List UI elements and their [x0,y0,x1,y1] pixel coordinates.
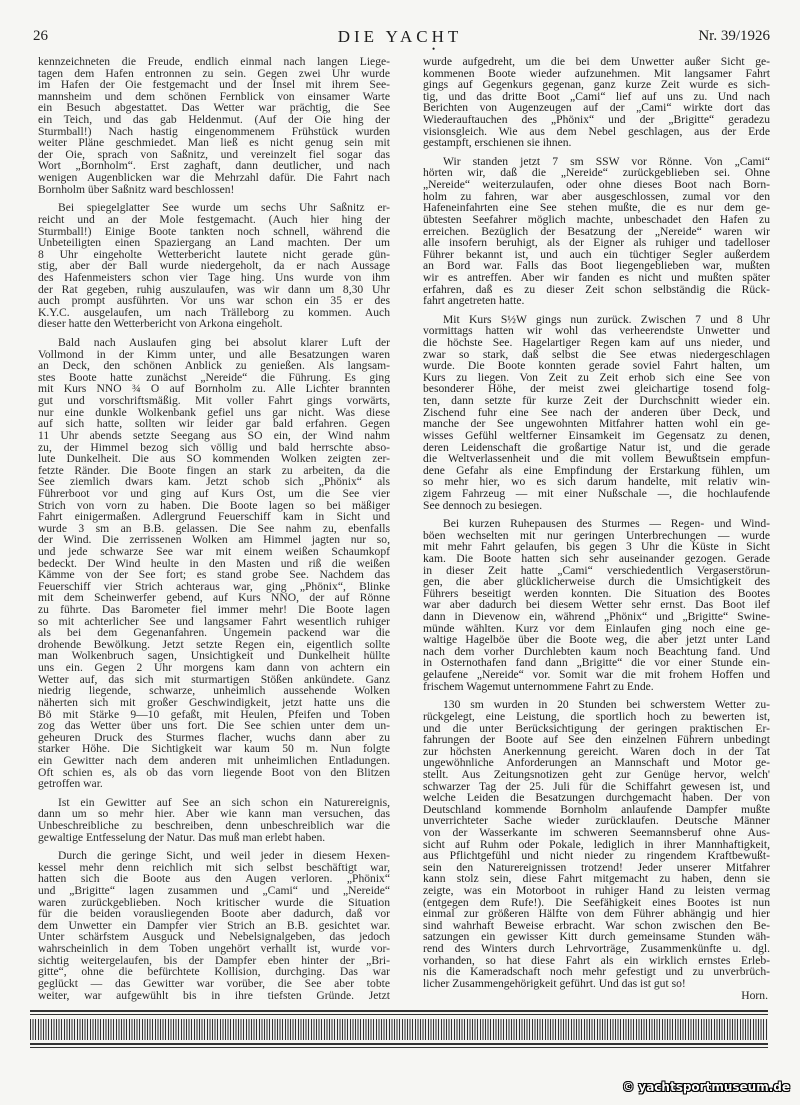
masthead-title: DIE YACHT [337,27,463,46]
text-line: an Deck, den schönen Anblick zu genießen. Als langsam- [38,359,390,373]
text-line: Ist ein Gewitter auf See an sich schon ein Naturereignis, [58,795,390,809]
decorative-rule-bottom [30,1043,768,1048]
page-number: 26 [33,28,48,44]
text-line: Unbeschreibliche zu beschreiben, denn unbeschreiblich war die [38,819,390,832]
text-line: zwar so stark, daß selbst die See etwas niedergeschlagen [423,347,770,361]
text-line: und „Brigitte“ lagen zusammen und „Cami“ und „Nereide“ [38,884,390,898]
text-line: Mit Kurs S½W gings nun zurück. Zwischen 7 und 8 Uhr [443,312,770,326]
text-line: hörten wir, daß die „Nereide“ zurückgeblieben sei. Ohne [423,166,770,180]
text-line: stes Boote hatte zunächst „Nereide“ die Führung. Es ging [38,370,390,384]
paragraph [38,56,390,195]
text-line: fahrt angetreten hatte. [423,294,525,308]
text-line: uns ein. Gegen 2 Uhr morgens kam dann von achtern ein [38,661,390,675]
text-line: zu, der Himmel bezog sich völlig und bald herrschte abso- [38,440,390,454]
text-line: weiter Pläne geschmiedet. Man ließ es nicht genug sein mit [38,136,390,150]
text-line: mannsheim und dem schönen Fernblick von einsamer Warte [38,89,390,103]
text-line: nach dem vorher Durchlebten kaum noch Beachtung fand. Und [423,644,770,658]
text-line: sind wahrhaft Beweise erbracht. War schon zwischen den Be- [423,918,770,932]
paragraph [38,337,390,790]
text-line: gings auf Gegenkurs gegenan, ganz kurze Zeit wurde es sich- [423,78,770,92]
text-line: wahrscheinlich in dem Toben ungehört verhallt ist, wurde vor- [38,942,390,956]
text-line: sicht auf Ruhm oder Pokale, lediglich in ihrer Mannhaftigkeit, [423,837,770,851]
text-line: nur eine dunkle Wolkenbank gefiel uns gar nicht. Was diese [38,405,390,419]
text-line: Wetter auf, das sich mit sturmartigen Stößen ankündete. Ganz [38,672,390,686]
text-line: man Wolkenbruch sagen, Unsichtigkeit und Dunkelheit hüllte [38,649,390,663]
text-line: gestampft, erschienen sie ihnen. [423,136,572,150]
text-line: geglückt — das Gewitter war vorüber, die See aber tobte [38,976,390,990]
text-line: geheuren Druck des Sturmes flacher, wuchs dann aber zu [38,730,390,744]
text-line: ten, dann setzte für kurze Zeit der Durchschnitt wieder ein. [423,394,770,408]
text-line: Sturmball!) Einige Boote tankten noch schnell, während die [38,224,390,238]
text-line: Führer bekannt ist, und auch ein tüchtiger Segler außerdem [423,247,770,261]
text-line: übtesten Seefahrer möglich machte, unbeschadet den Hafen zu [423,212,770,226]
text-line: zog das Wetter über uns fort. Die See schien unter dem un- [38,719,390,733]
text-line: sein den Naturereignissen trotzend! Jeder unserer Mitfahrer [423,860,770,874]
text-line: fetzte Ränder. Die Boote fingen an stark zu arbeiten, da die [38,463,390,477]
text-line: Zischend fuhr eine See nach der anderen über Deck, und [423,405,770,419]
text-line: des Hafenmeisters schon vier Tage hing. Uns wurde von ihm [38,270,390,284]
text-line: mit Kurs NNO ¾ O auf Bornholm zu. Alle Lichter brannten [38,382,390,396]
text-line: See ziemlich dwars kam. Jetzt schob sich „Phönix“ als [38,475,390,489]
text-line: von der Wasserkante im schweren Seemannsberuf ohne Aus- [423,826,770,839]
paragraph [423,56,770,149]
text-line: welche Leiden die Besatzungen durchgemacht haben. Der von [423,791,770,805]
text-line: gut und vorschriftsmäßig. Mit voller Fahrt gings vorwärts, [38,394,390,408]
text-line: auch prompt ausführten. Vor uns war schon ein 35 er des [38,294,390,308]
text-line: ein Gewitter nach dem anderen mit unheimlichen Entladungen. [38,753,390,767]
text-line: böen wechselten mit nur geringen Unterbrechungen — wurde [423,528,770,542]
text-line: Kämme von der See fort; es stand grobe See. Nachdem das [38,568,390,582]
text-line: tig, und das dritte Boot „Cami“ lief auf uns zu. Und nach [423,89,770,103]
text-line: einmal zur größeren Hälfte von dem Führer abhängig und hier [423,907,770,921]
text-line: zu führte. Das Barometer fiel immer mehr! Die Boote lagen [38,603,390,617]
text-line: holm zu fahren, war aber ausgeschlossen, zumal vor den [423,189,770,203]
text-line: Wir standen jetzt 7 sm SSW vor Rönne. Von „Cami“ [443,154,770,168]
text-line: wurde aufgedreht, um die bei dem Unwetter außer Sicht ge- [423,55,770,68]
text-line: in dieser Zeit hatte „Cami“ verschiedentlich Vergaserstörun- [423,563,770,577]
text-line: wurde. Die Boote konnten gerade soviel Fahrt halten, um [423,359,770,373]
text-line: rückgelegt, eine Leistung, die sportlich hoch zu bewerten ist, [423,709,770,723]
text-line: „Nereide“ weiterzulaufen, oder ohne dieses Boot nach Born- [423,178,770,192]
text-line: Bald nach Auslaufen ging bei absolut klarer Luft der [58,336,390,350]
text-line: Vollmond in der Kimm unter, und alle Besatzungen waren [38,347,390,361]
text-line: Strich von vorn zu haben. Die Boote lagen so bei mäßiger [38,498,390,512]
text-line: visionsgleich. Wie aus dem Nebel geschlagen, aus der Erde [423,124,770,138]
text-line: der Wind. Die zerrissenen Wolken am Himmel jagten nur so, [38,533,390,547]
text-line: reicht und an der Mole festgemacht. (Auch hier hing der [38,212,390,226]
text-line: im Hafen der Oie festgemacht und der Insel mit ihrem See- [38,78,390,92]
text-line: mit mehr Fahrt gelaufen, bis gegen 3 Uhr die Küste in Sicht [423,540,770,554]
text-line: dene Gefahr als eine Empfindung der Erstarkung fühlen, um [423,463,770,477]
text-line: rend des Winters durch Lehrvorträge, Zusammenkünfte u. dgl. [423,942,770,956]
paragraph [423,699,770,989]
text-line: 8 Uhr eingeholte Wetterbericht lautete nicht gerade gün- [38,247,390,261]
text-line: niedrig liegende, schwarze, unheimlich aussehende Wolken [38,684,390,698]
text-line: Bei spiegelglatter See wurde um sechs Uhr Saßnitz er- [58,201,390,215]
text-line: schwarzer Tag der 25. Juli für die Schiffahrt gewesen ist, und [423,779,770,793]
text-line: Oft schien es, als ob das vorn liegende Boot von den Blitzen [38,765,390,779]
text-line: kam. Die Boote hatten sich sehr auseinander gezogen. Gerade [423,551,770,565]
text-line: ungewöhnliche Anforderungen an Mannschaft und Motor ge- [423,756,770,770]
text-line: Wort „Bornholm“. Erst zaghaft, dann deutlicher, und nach [38,159,390,173]
text-line: zeigte, was ein Motorboot in ruhiger Hand zu leisten vermag [423,884,770,898]
text-line: Kurs zu liegen. Von Zeit zu Zeit erhob sich eine See von [423,370,770,384]
text-line: Unter schärfstem Ausguck und Nebelsignalgeben, das jedoch [38,930,390,944]
text-line: und die unter Berücksichtigung der geringen praktischen Er- [423,721,770,735]
text-line: getroffen war. [38,777,103,791]
text-line: unverrichteter Sache wieder zurücklaufen. Deutsche Männer [423,814,770,828]
text-line: See dennoch zu besiegen. [423,498,543,512]
text-line: dieser hatte den Wetterbericht von Arkona eingeholt. [38,317,283,331]
text-line: satzungen ein gewisser Kitt durch gemeinsame Stunden wäh- [423,930,770,944]
text-line: vorhanden, so hat diese Fahrt als ein wirklich ernstes Erleb- [423,953,770,967]
text-line: licher Zusammengehörigkeit geführt. Und das ist gut so! [423,976,686,990]
text-line: Bornholm über Saßnitz ward beschlossen! [38,182,235,196]
text-line: gen, die aber glücklicherweise durch die Umsichtigkeit des [423,575,770,589]
text-line: K.Y.C. ausgelaufen, um nach Trälleborg zu kommen. Auch [38,305,390,319]
text-line: als bei dem Gegenanfahren. Ungemein packend war die [38,626,390,640]
text-line: bedeckt. Der Wind heulte in den Masten und riß die weißen [38,556,390,570]
text-line: (entgegen dem Rufe!). Die Seefähigkeit eines Bootes ist nun [423,895,770,909]
text-line: so mit achterlicher See und langsamer Fahrt wesentlich ruhiger [38,614,390,628]
text-line: waren zurückgeblieben. Noch kritischer wurde die Situation [38,895,390,909]
text-line: münde wählten. Kurz vor dem Einlaufen ging noch eine ge- [423,621,770,635]
text-line: Führerboot vor und ging auf Kurs Ost, um die See vier [38,486,390,500]
text-line: Fahrt einigermaßen. Adlergrund Feuerschiff kam in Sicht und [38,510,390,524]
text-line: kennzeichneten die Freude, endlich einmal nach langen Liege- [38,55,390,68]
text-line: dann um so mehr hier. Aber wie kann man versuchen, das [38,807,390,821]
text-line: der Oie, sprach von Saßnitz, und vereinzelt fiel sogar das [38,147,390,161]
text-line: nis die Kameradschaft noch mehr gefestigt und zu unverbrüch- [423,965,770,979]
text-line: wenigen Augenblicken war die Mehrzahl dafür. Die Fahrt nach [38,171,390,185]
text-line: erreichen. Bezüglich der Besatzung der „Nereide“ waren wir [423,224,770,238]
text-line: auf sich hatte, sollten wir leider gar bald erfahren. Gegen [38,417,390,431]
text-line: Hafeneinfahrten eine See stehen mußte, die es nur dem ge- [423,201,770,215]
text-line: wir es antreffen. Aber wir fanden es nicht und mußten später [423,270,770,284]
paragraph [38,202,390,330]
text-line: Feuerschiff vier Strich achteraus war, ging „Phönix“, Blinke [38,579,390,593]
text-line: 130 sm wurden in 20 Stunden bei schwerstem Wetter zu- [443,698,770,712]
text-line: sichtig weitergelaufen, bis der Dampfer eben hinter der „Bri- [38,953,390,967]
issue-number: Nr. 39/1926 [698,28,770,44]
text-line: ein Teich, und das gab Heldenmut. (Auf der Oie hing der [38,113,390,127]
text-line: Unbeteiligten einen Spaziergang an Land machten. Der um [38,236,390,250]
text-line: manche der See ungewohnten Mitfahrer hatten wohl ein ge- [423,417,770,431]
paragraph [38,850,390,1001]
text-line: mit dem Scheinwerfer gebend, auf Kurs NNO, der auf Rönne [38,591,390,605]
text-line: aus Pflichtgefühl und nicht nieder zu ringendem Kraftbewußt- [423,849,770,863]
text-line: hatten sich die Boote aus den Augen verloren. „Phönix“ [38,872,390,886]
author-signature: Horn. [741,988,768,1002]
text-line: gewaltige Entfesselung der Natur. Das muß man erlebt haben. [38,830,326,844]
text-line: Bö mit Stärke 9—10 gefaßt, mit Heulen, Pfeifen und Toben [38,707,390,721]
text-line: so mehr hier, wo es sich darum handelte, mit relativ win- [423,475,770,489]
watermark: © yachtsportmuseum.de [622,1080,790,1094]
text-line: und jede schwarze See war mit einem weißen Schaumkopf [38,544,390,558]
paragraph [423,156,770,307]
text-line: Bei kurzen Ruhepausen des Sturmes — Regen- und Wind- [443,517,770,531]
text-column-right [423,56,770,1001]
text-line: starker Höhe. Die Sichtigkeit war kaum 50 m. Nun folgte [38,742,390,756]
text-line: lute Dunkelheit. Die aus SO kommenden Wolken zeigten zer- [38,452,390,466]
text-line: kann stolz sein, diese Fahrt mitgemacht zu haben, denn sie [423,872,770,886]
text-column-left [38,56,390,1008]
text-line: weiter, war aufgewühlt bis in ihre tiefsten Gründe. Jetzt [38,988,390,1002]
ornament-dot: • [432,44,436,54]
text-line: dann in Dievenow ein, während „Phönix“ und „Brigitte“ Swine- [423,610,770,624]
text-line: die Weltverlassenheit und die mit vollem Bewußtsein empfun- [423,452,770,466]
text-line: in Osternothafen fand dann „Brigitte“ die vor einer Stunde ein- [423,656,770,670]
text-line: deren Leidenschaft die großartige Natur ist, und die gerade [423,440,770,454]
text-line: dem Unwetter ein Dampfer vier Strich an B.B. gesichtet war. [38,918,390,932]
paragraph [38,797,390,843]
text-line: der Rat gegeben, ruhig auszulaufen, was wir dann um 8,30 Uhr [38,282,390,296]
decorative-striped-band [30,1019,768,1040]
text-line: tagen dem Hafen entronnen zu sein. Gegen zwei Uhr wurde [38,66,390,80]
text-line: zur höchsten Anerkennung gereicht. Waren doch in der Tat [423,744,770,758]
text-line: erfahren, daß es zu dieser Zeit schon selbständig die Rück- [423,282,770,296]
decorative-rule-top [30,1010,768,1015]
text-line: vormittags hatten wir wohl das verheerendste Unwetter und [423,324,770,338]
text-line: Sturmball!) Nach hastig eingenommenem Frühstück wurden [38,124,390,138]
text-line: für die beiden vorausliegenden Boote aber dadurch, daß vor [38,907,390,921]
text-line: kommenen Boote wieder aufzunehmen. Mit langsamer Fahrt [423,66,770,80]
text-line: an Bord war. Falls das Boot liegengeblieben war, mußten [423,259,770,273]
text-line: Berichten von Augenzeugen auf der „Cami“ wirkte dort das [423,101,770,115]
text-line: besonderer Höhe, der meist zwei gleichartige tosend folg- [423,382,770,396]
text-line: stellt. Aus Zeitungsnotizen geht zur Genüge hervor, welch' [423,767,770,781]
text-line: wurde 3 sm an B.B. gelassen. Die See nahm zu, ebenfalls [38,521,390,535]
text-line: kessel mehr denn reichlich mit sich selbst beschäftigt war, [38,860,390,874]
text-line: 11 Uhr abends setzte Seegang aus SO ein, der Wind nahm [38,428,390,442]
text-line: Deutschland kommende Bornholm anlaufende Dampfer mußte [423,802,770,816]
text-line: frischem Wagemut unternommene Fahrt zu Ende. [423,679,654,693]
text-line: Durch die geringe Sicht, und weil jeder in diesem Hexen- [58,849,390,863]
text-line: gelaufene „Nereide“ vor. Somit war die mit frohem Hoffen und [423,668,770,682]
text-line: waltige Hagelböe über die Boote weg, die aber jetzt unter Land [423,633,770,647]
text-line: fahrungen der Boote auf See den einzelnen Führern unbedingt [423,733,770,747]
text-line: gitte“, ohne die befürchtete Kollision, durchging. Das war [38,965,390,979]
text-line: näherten sich mit großer Geschwindigkeit, jetzt hatte uns die [38,695,390,709]
paragraph [423,314,770,511]
text-line: alle insofern beruhigt, als der Eigner als ruhiger und tadelloser [423,236,770,250]
text-line: Führers beseitigt werden konnten. Die Situation des Bootes [423,586,770,600]
text-line: drohende Bewölkung. Jetzt setzte Regen ein, eigentlich sollte [38,637,390,651]
text-line: ein Besuch abgestattet. Das Wetter war prächtig, die See [38,101,390,115]
paragraph [423,518,770,692]
text-line: Wiederauftauchen des „Phönix“ und der „Brigitte“ geradezu [423,113,770,127]
text-line: die höchste See. Hagelartiger Regen kam auf uns nieder, und [423,336,770,350]
text-line: war aber dadurch bei diesem Wetter sehr ernst. Das Boot ilef [423,598,770,612]
text-line: wisses Gefühl weltferner Einsamkeit im Gegensatz zu denen, [423,428,770,442]
text-line: stig, aber der Ball wurde niedergeholt, da er nach Aussage [38,259,390,273]
text-line: zigem Fahrzeug — mit einer Nußschale —, die hochlaufende [423,486,770,500]
